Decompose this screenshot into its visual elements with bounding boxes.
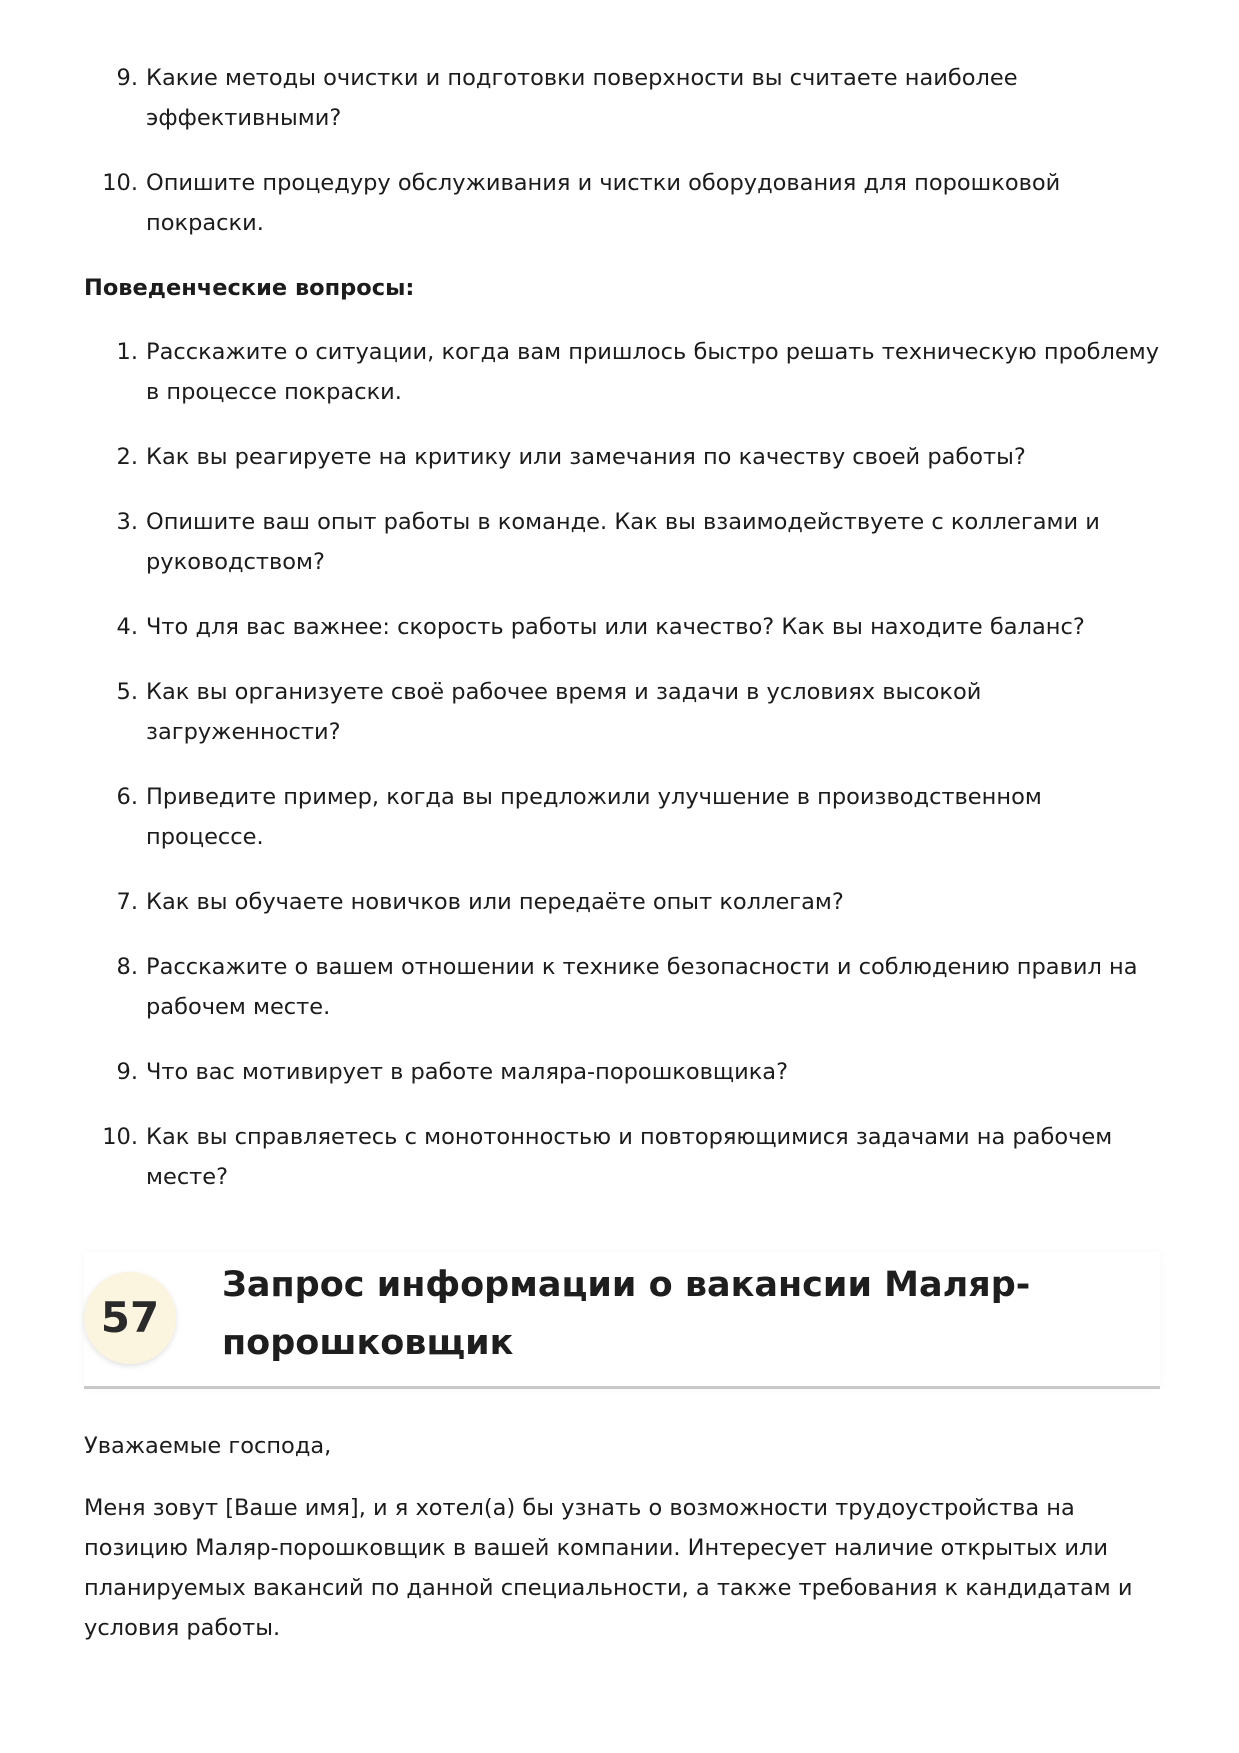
technical-questions-tail (84, 58, 1164, 243)
behavioral-questions (84, 332, 1164, 1197)
letter-paragraph: Меня зовут [Ваше имя], и я хотел(а) бы узнать о возможности трудоустройства на позицию Маляр-порошковщик в вашей компании. Интересует наличие открытых или планируемых вакансий по данной специальности, а также требования к кандидатам и условия работы. (84, 1495, 1133, 1641)
list-item (84, 332, 1164, 412)
item-number: 1. (116, 339, 138, 365)
item-text: Расскажите о ситуации, когда вам пришлось быстро решать техническую проблему в процессе покраски. (146, 339, 1160, 405)
item-number: 8. (116, 954, 138, 980)
item-number: 10. (102, 1124, 138, 1150)
list-item (84, 672, 1164, 752)
chapter-header (84, 1252, 1160, 1389)
questions-content (84, 58, 1164, 1222)
list-item (84, 1117, 1164, 1197)
list-item (84, 437, 1164, 477)
item-number: 10. (102, 170, 138, 196)
item-text: Как вы реагируете на критику или замечания по качеству своей работы? (146, 444, 1026, 470)
item-text: Какие методы очистки и подготовки поверхности вы считаете наиболее эффективными? (146, 65, 1018, 131)
list-item (84, 607, 1164, 647)
item-number: 7. (116, 889, 138, 915)
chapter-title: Запрос информации о вакансии Маляр-порошковщик (222, 1265, 1031, 1363)
item-number: 6. (116, 784, 138, 810)
chapter-number-badge: 57 (84, 1272, 176, 1364)
item-number: 9. (116, 1059, 138, 1085)
behavioral-heading: Поведенческие вопросы: (84, 275, 415, 301)
item-number: 9. (116, 65, 138, 91)
list-item (84, 58, 1164, 138)
item-text: Расскажите о вашем отношении к технике безопасности и соблюдению правил на рабочем месте. (146, 954, 1138, 1020)
list-item (84, 882, 1164, 922)
letter-greeting: Уважаемые господа, (84, 1433, 332, 1459)
item-text: Что вас мотивирует в работе маляра-порошковщика? (146, 1059, 789, 1085)
item-text: Приведите пример, когда вы предложили улучшение в производственном процессе. (146, 784, 1042, 850)
letter-body (84, 1426, 1164, 1670)
item-text: Как вы организуете своё рабочее время и задачи в условиях высокой загруженности? (146, 679, 982, 745)
item-number: 4. (116, 614, 138, 640)
item-text: Что для вас важнее: скорость работы или качество? Как вы находите баланс? (146, 614, 1085, 640)
item-number: 3. (116, 509, 138, 535)
list-item (84, 1052, 1164, 1092)
item-number: 2. (116, 444, 138, 470)
list-item (84, 777, 1164, 857)
item-number: 5. (116, 679, 138, 705)
item-text: Как вы справляетесь с монотонностью и повторяющимися задачами на рабочем месте? (146, 1124, 1113, 1190)
list-item (84, 163, 1164, 243)
item-text: Опишите процедуру обслуживания и чистки оборудования для порошковой покраски. (146, 170, 1061, 236)
list-item (84, 502, 1164, 582)
list-item (84, 947, 1164, 1027)
item-text: Как вы обучаете новичков или передаёте опыт коллегам? (146, 889, 844, 915)
item-text: Опишите ваш опыт работы в команде. Как вы взаимодействуете с коллегами и руководством? (146, 509, 1100, 575)
